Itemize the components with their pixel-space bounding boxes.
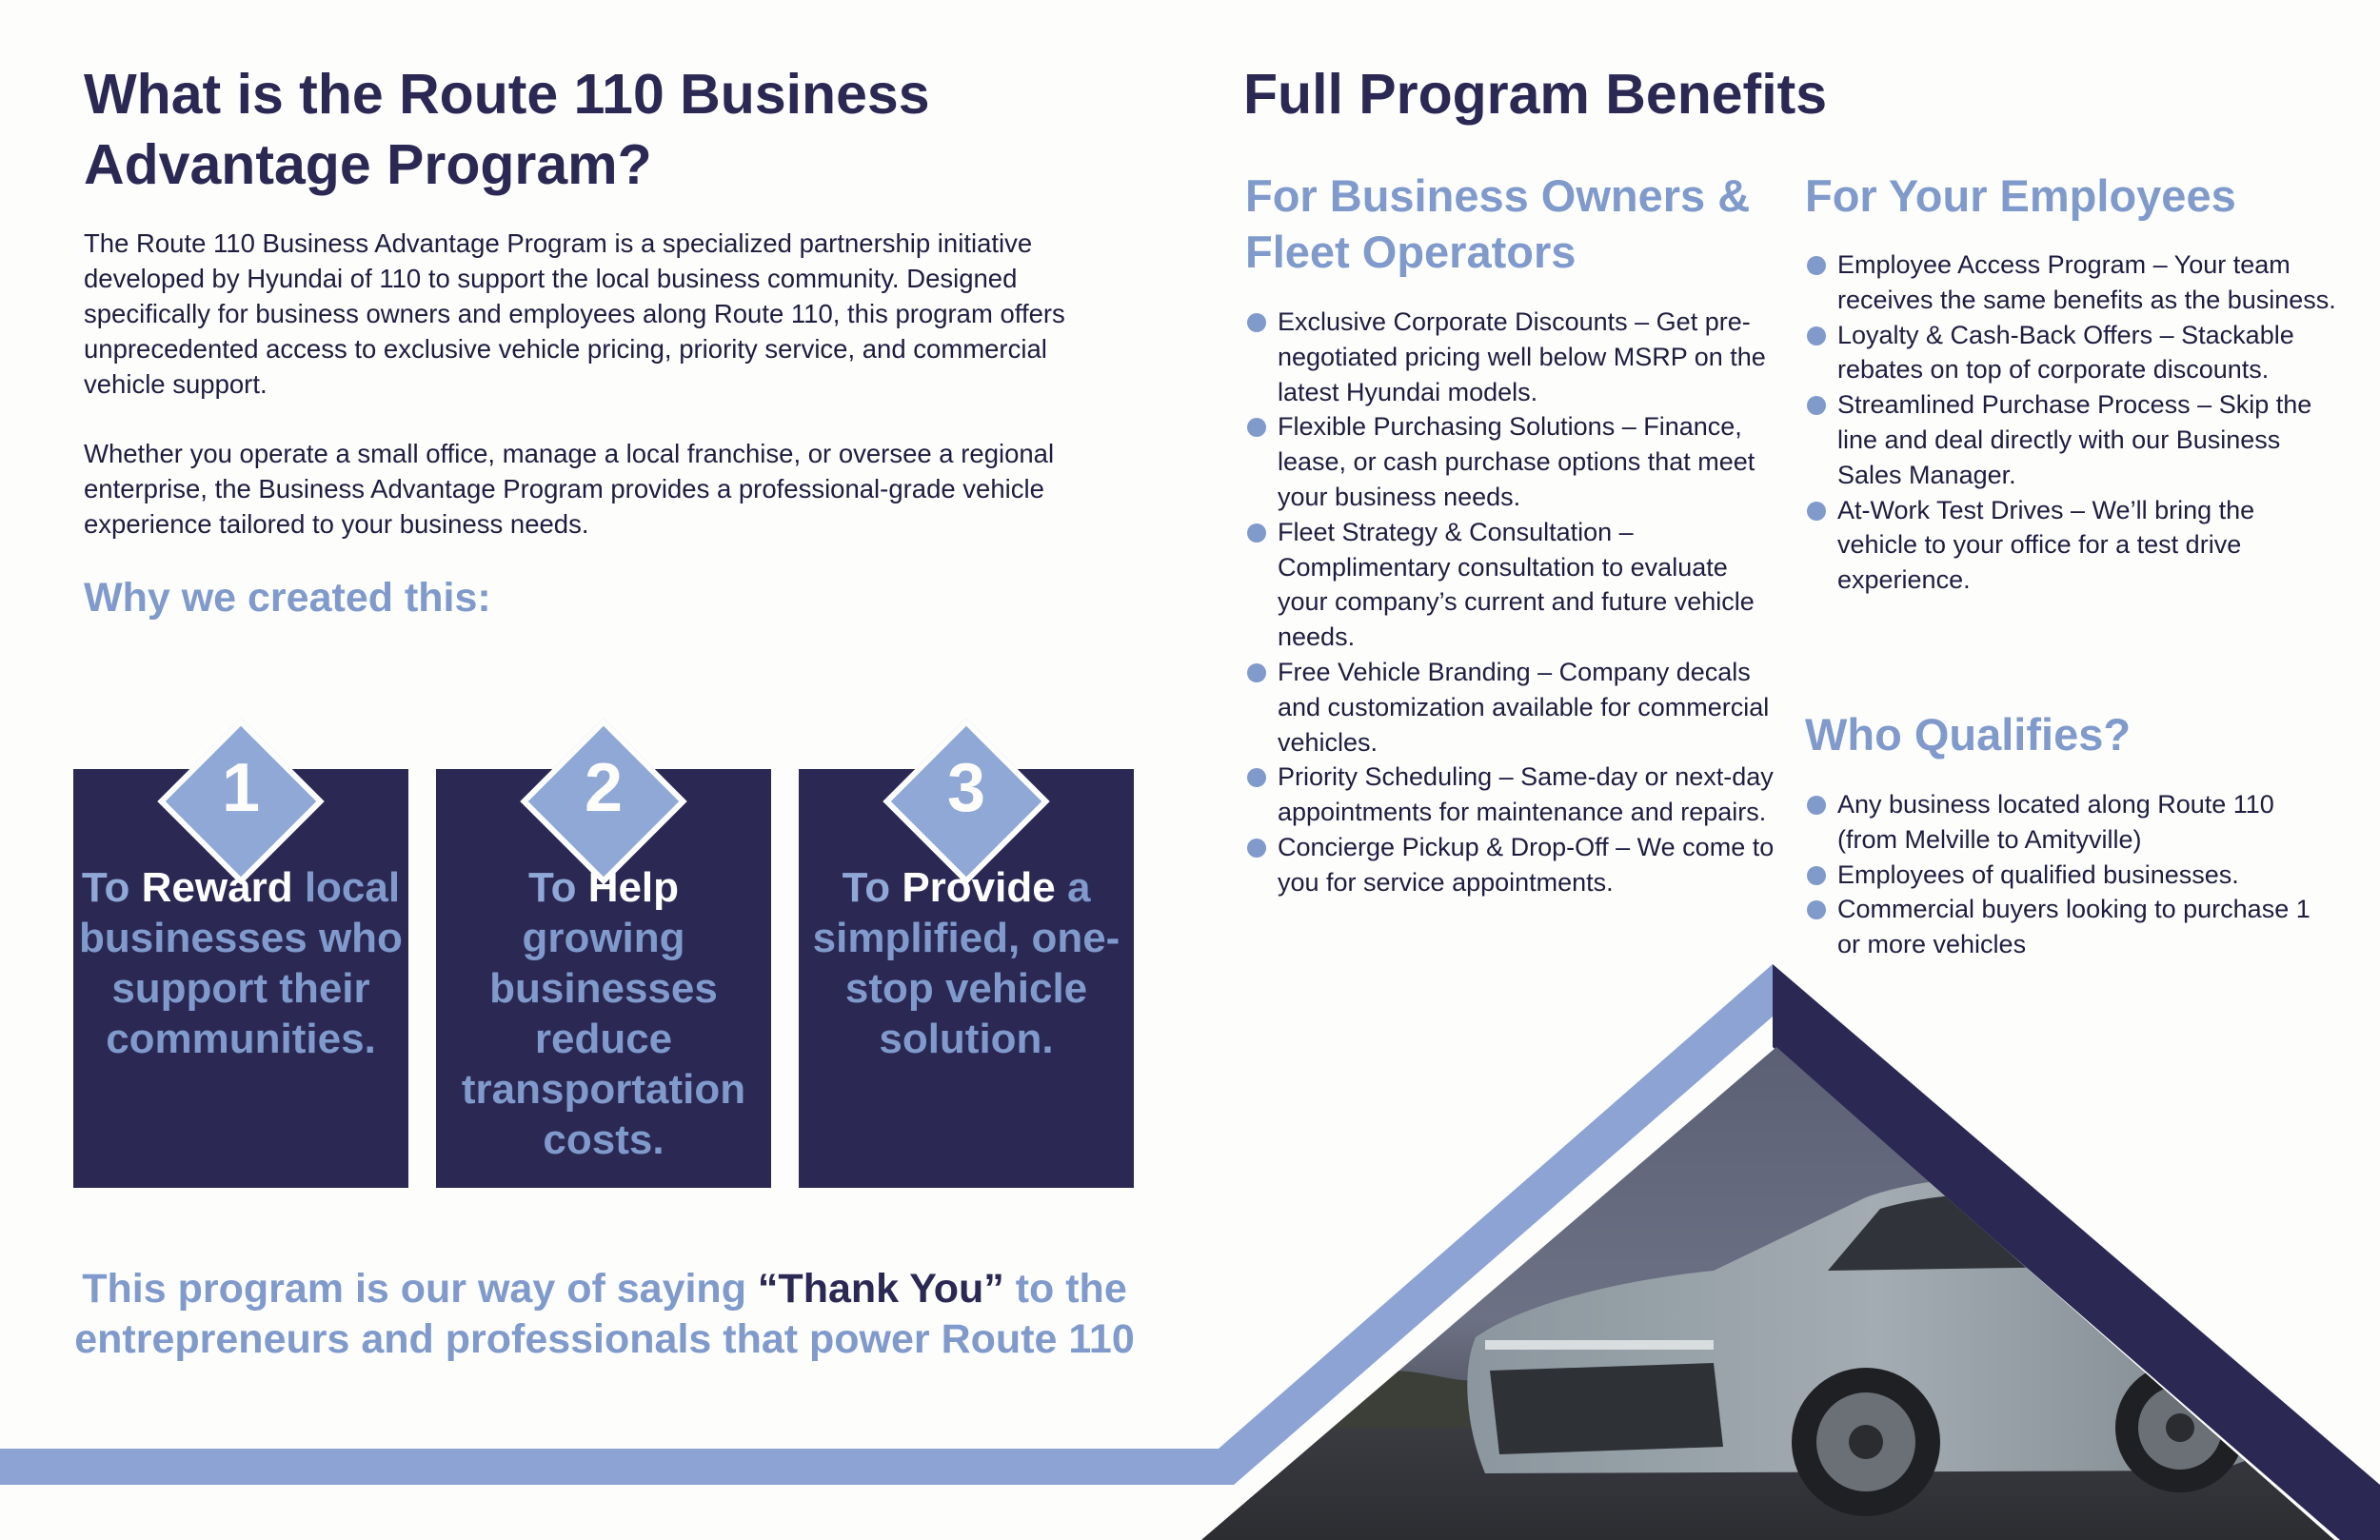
card-lead: To xyxy=(81,864,130,911)
benefits-title: Full Program Benefits xyxy=(1243,63,1828,126)
thanks-emphasis: “Thank You” xyxy=(757,1266,1004,1312)
thanks-post: to the entrepreneurs and professionals that power Route 110 xyxy=(74,1266,1135,1362)
intro-paragraph-2: Whether you operate a small office, manage a local franchise, or oversee a regional enterprise, the Business Advantage Program provides a professional-grade vehicle experience tailored to your business needs. xyxy=(84,439,1055,539)
list-item: Priority Scheduling – Same-day or next-day appointments for maintenance and repairs. xyxy=(1245,760,1778,830)
qualifies-list xyxy=(1805,787,2338,962)
list-item: At-Work Test Drives – We’ll bring the vehicle to your office for a test drive experience. xyxy=(1805,493,2338,598)
card-text xyxy=(804,862,1128,1064)
owners-heading: For Business Owners & Fleet Operators xyxy=(1245,170,1751,277)
list-item: Commercial buyers looking to purchase 1 or more vehicles xyxy=(1805,892,2338,962)
list-item: Loyalty & Cash-Back Offers – Stackable rebates on top of corporate discounts. xyxy=(1805,318,2338,388)
card-number: 1 xyxy=(221,750,261,826)
bullet-icon xyxy=(1807,866,1826,885)
bullet-icon xyxy=(1807,900,1826,919)
list-item: Exclusive Corporate Discounts – Get pre-negotiated pricing well below MSRP on the latest Hyundai models. xyxy=(1245,305,1778,409)
list-item: Any business located along Route 110 (from Melville to Amityville) xyxy=(1805,787,2338,858)
card-lead: To xyxy=(842,864,891,911)
list-item: Concierge Pickup & Drop-Off – We come to you for service appointments. xyxy=(1245,830,1778,900)
list-item: Flexible Purchasing Solutions – Finance, lease, or cash purchase options that meet your business needs. xyxy=(1245,409,1778,514)
list-item: Free Vehicle Branding – Company decals and customization available for commercial vehicles. xyxy=(1245,655,1778,760)
employees-benefit-list xyxy=(1805,247,2338,598)
thank-you-message xyxy=(57,1264,1152,1365)
bullet-icon xyxy=(1247,663,1266,682)
bullet-icon xyxy=(1247,839,1266,858)
reason-card-3 xyxy=(799,750,1134,1188)
bullet-icon xyxy=(1247,418,1266,437)
card-rest: a simplified, one-stop vehicle solution. xyxy=(812,864,1121,1062)
list-item: Fleet Strategy & Consultation – Complimentary consultation to evaluate your company’s current and future vehicle needs. xyxy=(1245,515,1778,655)
card-lead: To xyxy=(527,864,577,911)
reason-card-2 xyxy=(436,750,771,1188)
qualifies-heading: Who Qualifies? xyxy=(1805,709,2132,760)
intro-paragraph-1: The Route 110 Business Advantage Program is a specialized partnership initiative developed by Hyundai of 110 to support the local business community. Designed specifically for business owners and employees along Route 110, this program offers unprecedented access to exclusive vehicle pricing, priority service, and commercial vehicle support. xyxy=(84,228,1065,399)
bullet-icon xyxy=(1807,256,1826,275)
card-rest: growing businesses reduce transportation costs. xyxy=(461,915,746,1163)
bullet-icon xyxy=(1807,502,1826,521)
bullet-icon xyxy=(1247,523,1266,543)
bullet-icon xyxy=(1247,768,1266,787)
card-highlight: Help xyxy=(587,864,680,911)
car-photo xyxy=(1201,1047,2344,1540)
bullet-icon xyxy=(1807,796,1826,815)
card-highlight: Reward xyxy=(141,864,293,911)
list-item: Streamlined Purchase Process – Skip the line and deal directly with our Business Sales Manager. xyxy=(1805,387,2338,492)
employees-heading: For Your Employees xyxy=(1805,170,2236,221)
card-number: 2 xyxy=(584,750,624,826)
bullet-icon xyxy=(1807,326,1826,346)
why-heading: Why we created this: xyxy=(84,575,491,621)
list-item: Employee Access Program – Your team receives the same benefits as the business. xyxy=(1805,247,2338,318)
card-text xyxy=(79,862,403,1064)
bullet-icon xyxy=(1247,313,1266,332)
bullet-icon xyxy=(1807,396,1826,415)
thanks-pre: This program is our way of saying xyxy=(82,1266,758,1312)
owners-benefit-list xyxy=(1245,305,1778,900)
list-item: Employees of qualified businesses. xyxy=(1805,858,2338,893)
reason-card-1 xyxy=(73,750,408,1188)
card-rest: local businesses who support their communities. xyxy=(79,864,403,1062)
card-highlight: Provide xyxy=(902,864,1056,911)
card-text xyxy=(442,862,765,1165)
page-title: What is the Route 110 Business Advantage Program? xyxy=(84,63,930,196)
card-number: 3 xyxy=(946,750,986,826)
